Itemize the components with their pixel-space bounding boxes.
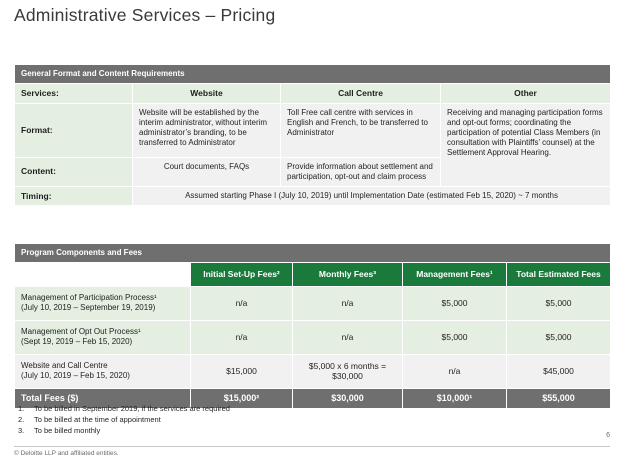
page-title: Administrative Services – Pricing <box>14 5 276 25</box>
table-row <box>15 320 611 354</box>
table-band-header <box>15 65 611 84</box>
column-header-website: Website <box>133 84 281 104</box>
general-format-table <box>14 64 611 206</box>
row-label-line2: (Sept 19, 2019 – Feb 15, 2020) <box>21 337 133 347</box>
website-total-fee: $45,000 <box>507 354 611 388</box>
column-header-call-centre: Call Centre <box>281 84 441 104</box>
footnote-text: To be billed in September 2019, if the services are required <box>34 404 230 413</box>
participation-management-fee: $5,000 <box>403 286 507 320</box>
footnote-item <box>18 415 230 426</box>
format-other-cell: Receiving and managing participation forms and opt-out forms; coordinating the participation of potential Class Members (in consultation with Plaintiffs’ counsel) at the Settlement Approval Hearing. <box>441 103 611 186</box>
footer-divider <box>14 446 610 447</box>
row-label-opt-out-process <box>15 320 191 354</box>
timing-value-cell: Assumed starting Phase I (July 10, 2019) until Implementation Date (estimated Feb 15, 2020) ~ 7 months <box>133 186 611 206</box>
program-components-band-title: Program Components and Fees <box>15 244 611 263</box>
table-row <box>15 186 611 206</box>
row-label-line1: Management of Opt Out Process¹ <box>21 327 141 337</box>
page-number: 6 <box>606 432 610 439</box>
optout-management-fee: $5,000 <box>403 320 507 354</box>
format-call-centre-cell: Toll Free call centre with services in English and French, to be transferred to Administrator <box>281 103 441 157</box>
footnote-item <box>18 426 230 437</box>
total-fees-label: Total Fees ($) <box>15 388 191 408</box>
table-row <box>15 103 611 157</box>
total-setup-fee: $15,000² <box>191 388 293 408</box>
table-row <box>15 354 611 388</box>
total-estimated-fee: $55,000 <box>507 388 611 408</box>
optout-total-fee: $5,000 <box>507 320 611 354</box>
column-header-other: Other <box>441 84 611 104</box>
format-website-cell: Website will be established by the interim administrator, without interim administrator’s branding, to be transferred to Administrator <box>133 103 281 157</box>
optout-setup-fee: n/a <box>191 320 293 354</box>
footnote-number: 1. <box>18 404 25 413</box>
table-band-header <box>15 244 611 263</box>
column-header-initial-setup-fees: Initial Set-Up Fees² <box>191 263 293 287</box>
row-label-line1: Website and Call Centre <box>21 361 108 371</box>
general-format-band-title: General Format and Content Requirements <box>15 65 611 84</box>
website-monthly-fee: $5,000 x 6 months = $30,000 <box>293 354 403 388</box>
total-monthly-fee: $30,000 <box>293 388 403 408</box>
row-label-timing: Timing: <box>15 186 133 206</box>
row-label-participation-process <box>15 286 191 320</box>
program-components-fees-table <box>14 243 611 409</box>
footnote-number: 3. <box>18 425 25 435</box>
row-label-line2: (July 10, 2019 – September 19, 2019) <box>21 303 156 313</box>
footnote-text: To be billed monthly <box>34 425 101 435</box>
column-header-services: Services: <box>15 84 133 104</box>
row-label-website-call-centre <box>15 354 191 388</box>
table-header-row <box>15 84 611 104</box>
content-website-cell: Court documents, FAQs <box>133 157 281 186</box>
footnote-number: 2. <box>18 414 25 424</box>
column-header-management-fees: Management Fees¹ <box>403 263 507 287</box>
footnote-text: To be billed at the time of appointment <box>34 414 161 424</box>
table-row <box>15 286 611 320</box>
website-management-fee: n/a <box>403 354 507 388</box>
content-call-centre-cell: Provide information about settlement and participation, opt-out and claim process <box>281 157 441 186</box>
footnotes <box>18 404 230 437</box>
footer-copyright: © Deloitte LLP and affiliated entities. <box>14 450 119 457</box>
participation-setup-fee: n/a <box>191 286 293 320</box>
footnote-item <box>18 404 230 415</box>
website-setup-fee: $15,000 <box>191 354 293 388</box>
column-header-blank <box>15 263 191 287</box>
total-management-fee: $10,000¹ <box>403 388 507 408</box>
column-header-total-estimated-fees: Total Estimated Fees <box>507 263 611 287</box>
participation-total-fee: $5,000 <box>507 286 611 320</box>
row-label-format: Format: <box>15 103 133 157</box>
participation-monthly-fee: n/a <box>293 286 403 320</box>
optout-monthly-fee: n/a <box>293 320 403 354</box>
table-header-row <box>15 263 611 287</box>
row-label-line1: Management of Participation Process¹ <box>21 293 157 303</box>
row-label-content: Content: <box>15 157 133 186</box>
row-label-line2: (July 10, 2019 – Feb 15, 2020) <box>21 371 130 381</box>
column-header-monthly-fees: Monthly Fees³ <box>293 263 403 287</box>
